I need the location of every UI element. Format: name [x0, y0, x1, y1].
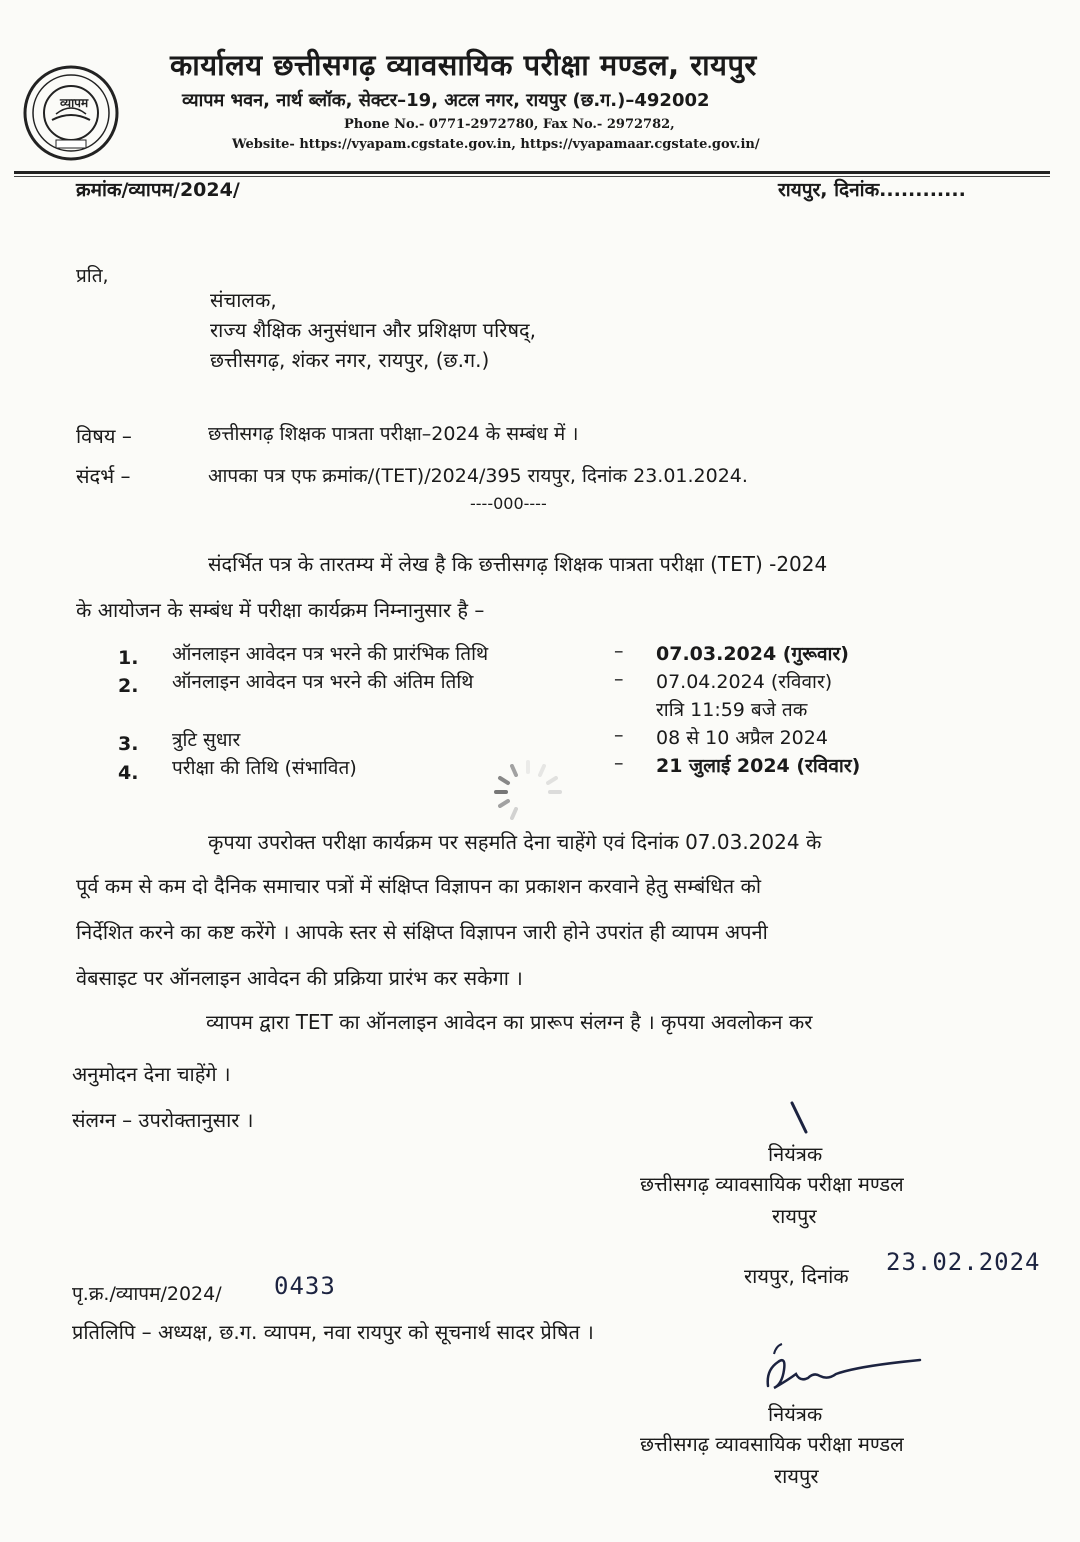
schedule-item-label: ऑनलाइन आवेदन पत्र भरने की अंतिम तिथि: [172, 671, 474, 693]
schedule-item-number: 4.: [118, 762, 139, 784]
signatory-city: रायपुर: [774, 1464, 819, 1488]
para1-line-1: कृपया उपरोक्त परीक्षा कार्यक्रम पर सहमति देना चाहेंगे एवं दिनांक 07.03.2024 के: [208, 830, 822, 854]
schedule-item-value: 08 से 10 अप्रैल 2024: [656, 727, 828, 749]
header-rule: [14, 171, 1050, 174]
letter-number: क्रमांक/व्यापम/2024/: [76, 179, 240, 201]
schedule-item-dash: –: [614, 640, 624, 662]
schedule-item-number: 2.: [118, 675, 139, 697]
para1-line-4: वेबसाइट पर ऑनलाइन आवेदन की प्रक्रिया प्रारंभ कर सकेगा ।: [76, 966, 523, 990]
schedule-item-value: 21 जुलाई 2024 (रविवार): [656, 755, 861, 777]
addressee-line-1: संचालक,: [210, 288, 277, 312]
signatory-city: रायपुर: [772, 1204, 817, 1228]
addressee-to: प्रति,: [76, 265, 109, 287]
schedule-item-dash: –: [614, 752, 624, 774]
endorsement-number-prefix: पृ.क्र./व्यापम/2024/: [72, 1283, 222, 1305]
letter-place-date: रायपुर, दिनांक............: [778, 179, 966, 201]
subject-label: विषय –: [76, 424, 132, 448]
handwritten-signature: [748, 1340, 928, 1400]
schedule-item-value: 07.04.2024 (रविवार): [656, 671, 833, 693]
office-website: Website- https://vyapam.cgstate.gov.in, https://vyapamaar.cgstate.gov.in/: [232, 137, 760, 152]
schedule-item-label: परीक्षा की तिथि (संभावित): [172, 757, 357, 779]
schedule-item-number: 1.: [118, 647, 139, 669]
schedule-item-number: 3.: [118, 733, 139, 755]
schedule-item-label: ऑनलाइन आवेदन पत्र भरने की प्रारंभिक तिथि: [172, 643, 489, 665]
endorsement-date-handwritten: 23.02.2024: [886, 1248, 1041, 1276]
addressee-line-3: छत्तीसगढ़, शंकर नगर, रायपुर, (छ.ग.): [210, 348, 490, 372]
intro-line-2: के आयोजन के सम्बंध में परीक्षा कार्यक्रम निम्नानुसार है –: [76, 598, 485, 622]
reference-label: संदर्भ –: [76, 464, 131, 488]
endorsement-place-date: रायपुर, दिनांक: [744, 1264, 849, 1288]
office-address: व्यापम भवन, नार्थ ब्लॉक, सेक्टर–19, अटल नगर, रायपुर (छ.ग.)–492002: [182, 90, 710, 111]
subject-text: छत्तीसगढ़ शिक्षक पात्रता परीक्षा–2024 के सम्बंध में ।: [208, 423, 579, 445]
signatory-role: नियंत्रक: [768, 1142, 823, 1166]
office-phone-fax: Phone No.- 0771-2972780, Fax No.- 2972782,: [344, 117, 675, 132]
reference-text: आपका पत्र एफ क्रमांक/(TET)/2024/395 रायपुर, दिनांक 23.01.2024.: [208, 465, 748, 487]
vyapam-seal-logo: [22, 62, 120, 164]
signature-tick-mark: [788, 1100, 812, 1136]
signatory-org: छत्तीसगढ़ व्यावसायिक परीक्षा मण्डल: [640, 1172, 904, 1196]
schedule-item-extra: रात्रि 11:59 बजे तक: [656, 699, 808, 721]
signatory-role: नियंत्रक: [768, 1402, 823, 1426]
endorsement-copy-to: प्रतिलिपि – अध्यक्ष, छ.ग. व्यापम, नवा रायपुर को सूचनार्थ सादर प्रेषित ।: [72, 1320, 594, 1344]
para1-line-2: पूर्व कम से कम दो दैनिक समाचार पत्रों में संक्षिप्त विज्ञापन का प्रकाशन करवाने हेतु सम्बंधित को: [76, 874, 762, 898]
svg-text:व्यापम: व्यापम: [60, 96, 89, 110]
intro-line-1: संदर्भित पत्र के तारतम्य में लेख है कि छत्तीसगढ़ शिक्षक पात्रता परीक्षा (TET) -2024: [208, 552, 828, 576]
para2-line-2: अनुमोदन देना चाहेंगे ।: [72, 1062, 231, 1086]
schedule-item-label: त्रुटि सुधार: [172, 729, 241, 751]
signatory-org: छत्तीसगढ़ व्यावसायिक परीक्षा मण्डल: [640, 1432, 904, 1456]
addressee-line-2: राज्य शैक्षिक अनुसंधान और प्रशिक्षण परिषद्,: [210, 318, 537, 342]
enclosure: संलग्न – उपरोक्तानुसार ।: [72, 1108, 254, 1132]
para2-line-1: व्यापम द्वारा TET का ऑनलाइन आवेदन का प्रारूप संलग्न है । कृपया अवलोकन कर: [206, 1010, 813, 1034]
office-title: कार्यालय छत्तीसगढ़ व्यावसायिक परीक्षा मण्डल, रायपुर: [170, 48, 757, 82]
para1-line-3: निर्देशित करने का कष्ट करेंगे । आपके स्तर से संक्षिप्त विज्ञापन जारी होने उपरांत ही व्यापम अपनी: [76, 920, 768, 944]
endorsement-number-handwritten: 0433: [274, 1272, 336, 1300]
loading-spinner-icon: [488, 756, 568, 828]
schedule-item-dash: –: [614, 724, 624, 746]
schedule-item-dash: –: [614, 668, 624, 690]
schedule-item-value: 07.03.2024 (गुरूवार): [656, 643, 849, 665]
separator: ----000----: [470, 494, 547, 513]
